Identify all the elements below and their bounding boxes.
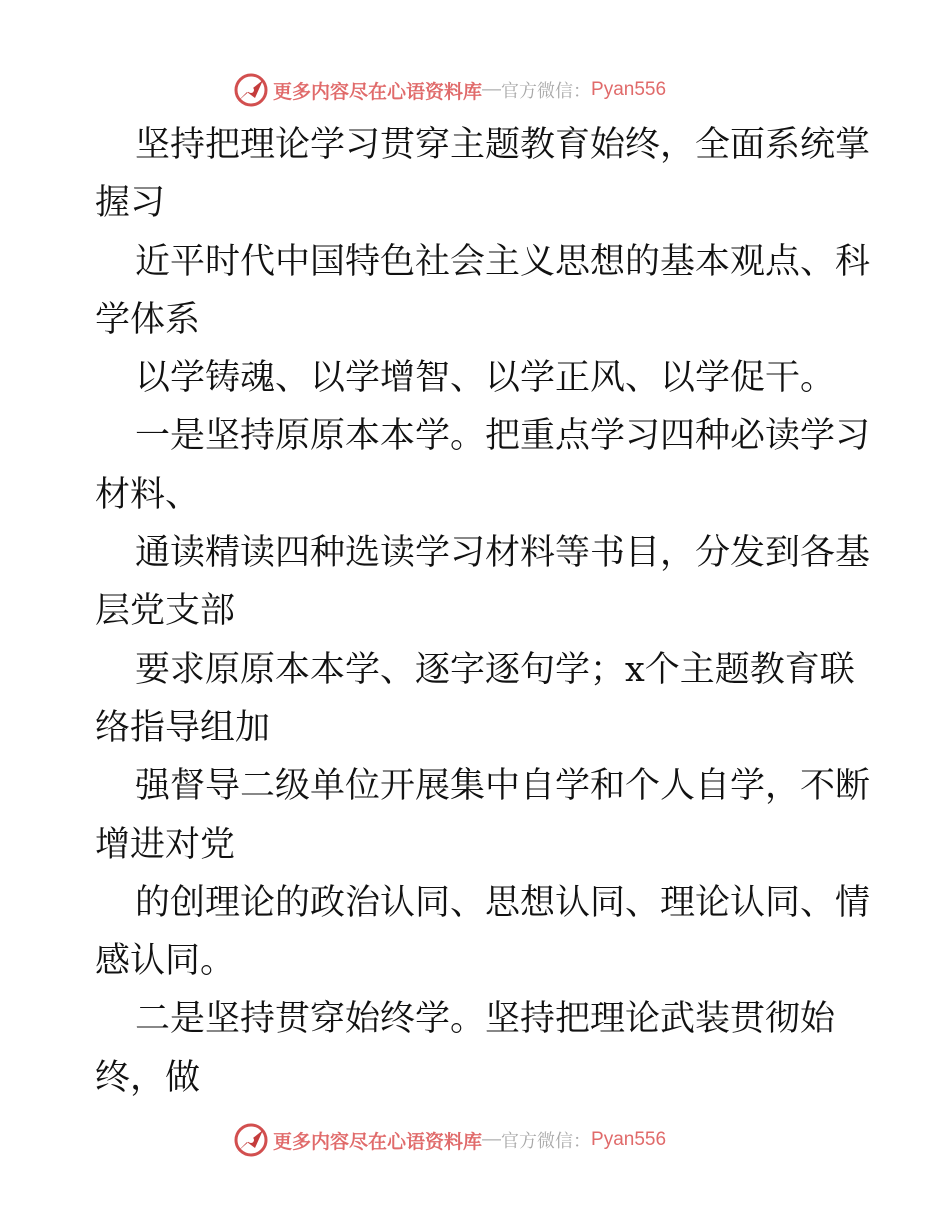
text-line: 一是坚持原原本本学。把重点学习四种必读学习: [135, 416, 871, 457]
text-line: 层党支部: [95, 591, 236, 632]
footer-banner: [233, 1122, 666, 1158]
text-line: 材料、: [95, 474, 201, 515]
footer-wechat-label: 官方微信：: [501, 1131, 592, 1152]
text-line: 二是坚持贯穿始终学。坚持把理论武装贯彻始: [135, 999, 836, 1040]
footer-slogan: 更多内容尽在心语资料库: [273, 1130, 483, 1153]
pen-nib-logo-icon: [233, 1122, 269, 1158]
text-line: 近平时代中国特色社会主义思想的基本观点、科: [135, 241, 871, 282]
header-slogan: 更多内容尽在心语资料库: [273, 80, 483, 103]
text-line: 要求原原本本学、逐字逐句学；x个主题教育联: [135, 649, 855, 690]
text-line: 强督导二级单位开展集中自学和个人自学，不断: [135, 766, 871, 807]
header-dash: —: [482, 79, 502, 100]
footer-wechat-id: Pyan556: [591, 1129, 667, 1150]
body-text: [95, 116, 871, 1107]
footer-dash: —: [482, 1129, 502, 1150]
text-line: 感认同。: [95, 941, 236, 982]
text-line: 学体系: [95, 299, 201, 340]
text-line: 的创理论的政治认同、思想认同、理论认同、情: [135, 882, 871, 923]
header-wechat-id: Pyan556: [591, 79, 667, 100]
header-banner: [233, 72, 666, 108]
text-line: 通读精读四种选读学习材料等书目，分发到各基: [135, 533, 871, 574]
text-line: 增进对党: [95, 824, 236, 865]
text-line: 终，做: [95, 1057, 201, 1098]
pen-nib-logo-icon: [233, 72, 269, 108]
header-wechat-label: 官方微信：: [501, 81, 592, 102]
text-line: 络指导组加: [95, 707, 271, 748]
text-line: 握习: [95, 183, 166, 224]
text-line: 以学铸魂、以学增智、以学正风、以学促干。: [135, 358, 836, 399]
text-line: 坚持把理论学习贯穿主题教育始终，全面系统掌: [135, 125, 871, 165]
